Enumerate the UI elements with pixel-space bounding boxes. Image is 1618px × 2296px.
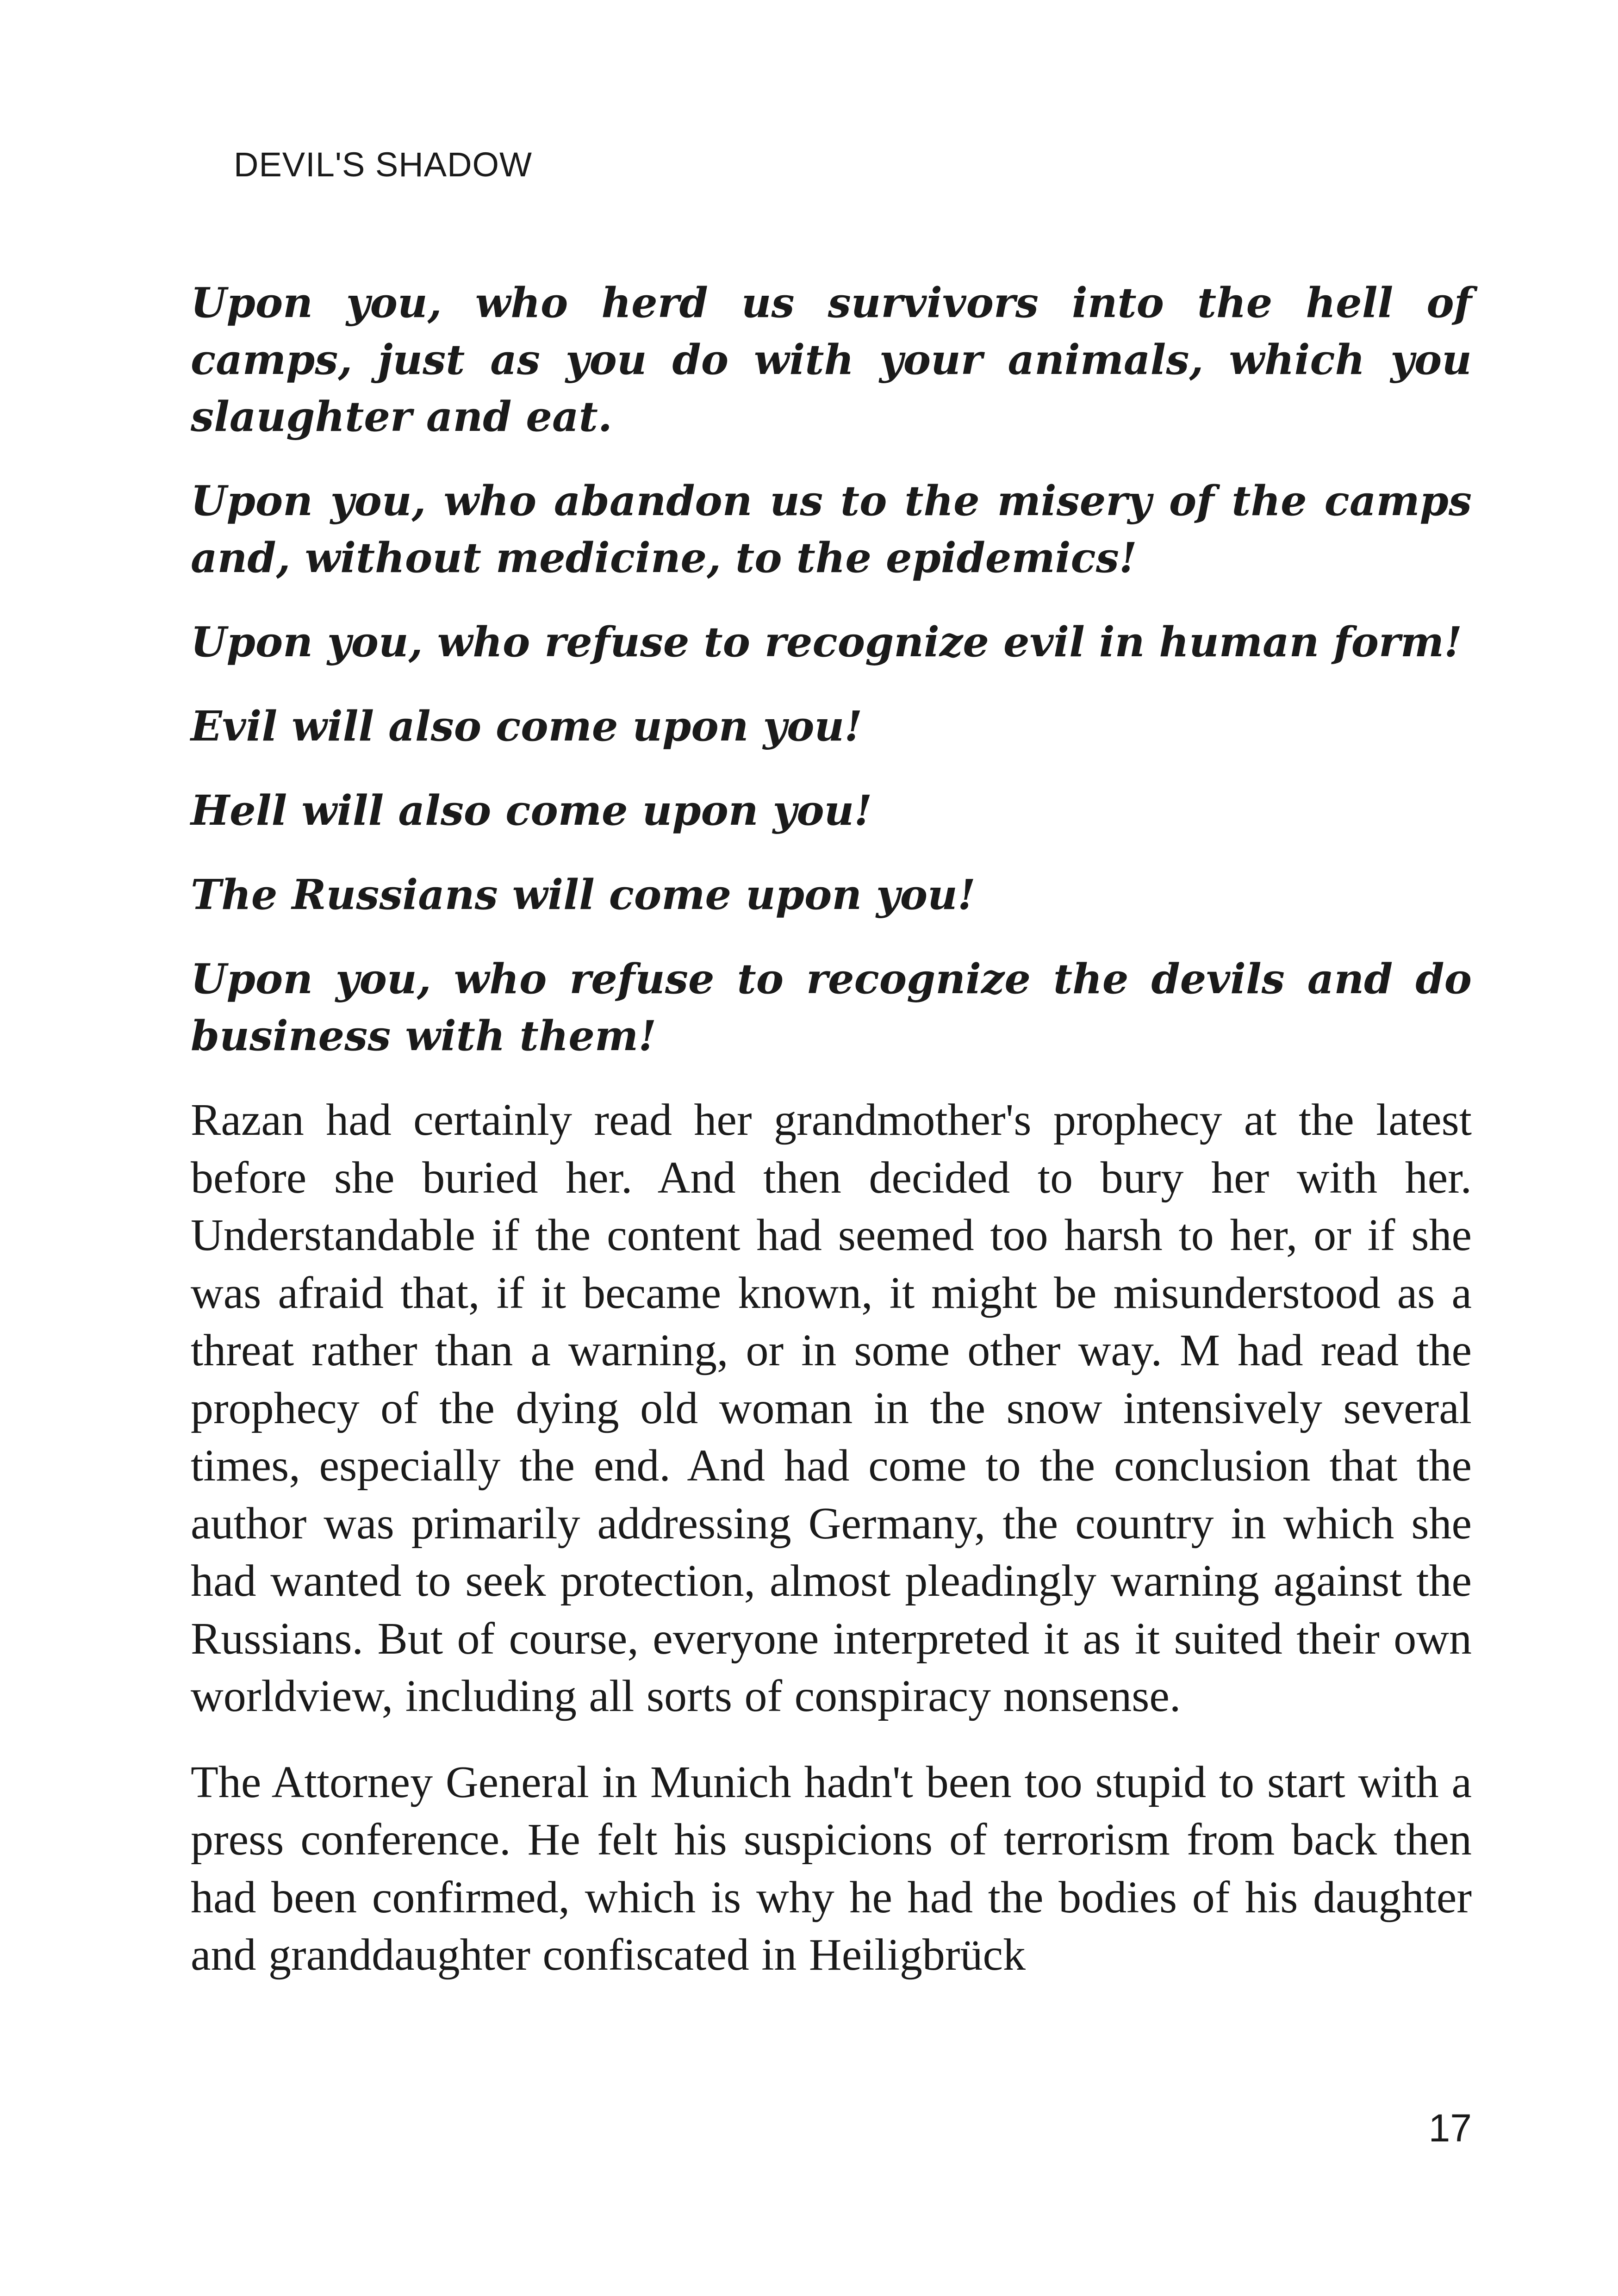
- verse-line: Upon you, who refuse to recognize evil in human form!: [191, 617, 1462, 666]
- page-body: [191, 274, 1472, 2012]
- page-number: 17: [1428, 2106, 1472, 2150]
- verse-line: Hell will also come upon you!: [191, 786, 872, 834]
- verse-line: Evil will also come upon you!: [191, 702, 863, 750]
- body-paragraph: The Attorney General in Munich hadn't been too stupid to start with a press conference. He felt his suspicions of terrorism from back then had been confirmed, which is why he had the bodies of his daughter and granddaughter confiscated in Heiligbrück: [191, 1757, 1472, 1980]
- body-paragraph: Razan had certainly read her grandmother's prophecy at the latest before she buried her. And then decided to bury her with her. Understandable if the content had seemed too harsh to her, or if she was afraid that, if it became known, it might be misunderstood as a threat rather than a warning, or in some other way. M had read the prophecy of the dying old woman in the snow intensively several times, especially the end. And had come to the conclusion that the author was primarily addressing Germany, the country in which she had wanted to seek protection, almost pleadingly warning against the Russians. But of course, everyone interpreted it as it suited their own worldview, including all sorts of conspiracy nonsense.: [191, 1095, 1472, 1721]
- verse-line: The Russians will come upon you!: [191, 870, 976, 919]
- verse-line: Upon you, who refuse to recognize the devils and do business with them!: [191, 954, 1472, 1060]
- verse-line: Upon you, who herd us survivors into the hell of camps, just as you do with your animals, which you slaughter and eat.: [191, 278, 1472, 441]
- verse-line: Upon you, who abandon us to the misery of the camps and, without medicine, to the epidemics!: [191, 476, 1472, 582]
- running-title: DEVIL'S SHADOW: [234, 145, 532, 184]
